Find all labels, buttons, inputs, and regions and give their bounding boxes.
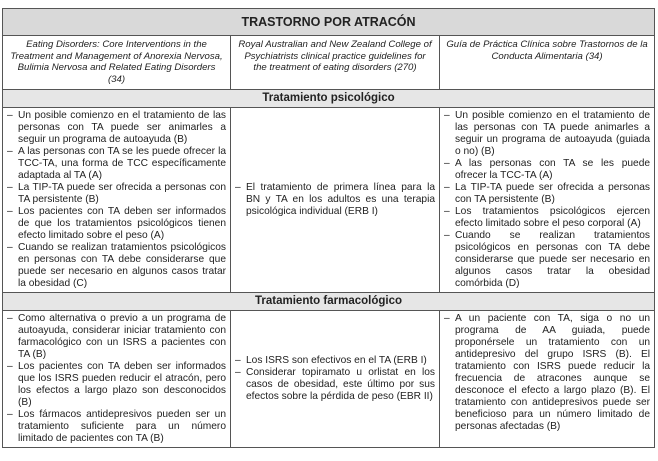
list-item: – Los ISRS son efectivos en el TA (ERB I) <box>235 355 435 367</box>
list-item: – Un posible comienzo en el tratamiento de las personas con TA puede ser animarles a seguir un programa de autoayuda (B) <box>7 110 226 146</box>
list-item: – A las personas con TA se les puede ofrecer la TCC-TA (A) <box>444 158 650 182</box>
psych-col-gpc <box>440 108 655 293</box>
section-heading: Tratamiento farmacológico <box>3 293 655 311</box>
sources-row <box>3 36 655 90</box>
section-psychological-header <box>3 90 655 108</box>
list-item: – Cuando se realizan tratamientos psicológicos en personas con TA debe considerarse que puede ser necesario en algunos casos tratar la obesidad (C) <box>7 242 226 290</box>
section-psychological-row <box>3 108 655 293</box>
psych-col-nice <box>3 108 231 293</box>
list-item: – Considerar topiramato u orlistat en los casos de obesidad, este último por sus efectos sobre la pérdida de peso (EBR II) <box>235 367 435 403</box>
list-item: – Los pacientes con TA deben ser informados de que los tratamientos psicológicos tienen efecto limitado sobre el peso (A) <box>7 206 226 242</box>
source-nice: Eating Disorders: Core Interventions in the Treatment and Management of Anorexia Nervosa, Bulimia Nervosa and Related Eating Disorders (34) <box>3 36 231 90</box>
pharm-col-ranzcp <box>231 311 440 448</box>
table-title-row <box>3 9 655 36</box>
list-item: – La TIP-TA puede ser ofrecida a personas con TA persistente (B) <box>444 182 650 206</box>
list-item: – A las personas con TA se les puede ofrecer la TCC-TA, una forma de TCC específicamente adaptada al TA (A) <box>7 146 226 182</box>
list-item: – Los fármacos antidepresivos pueden ser un tratamiento suficiente para un número limitado de pacientes con TA (B) <box>7 409 226 445</box>
guidelines-table <box>2 8 655 448</box>
section-pharmacological-header <box>3 293 655 311</box>
list-item: – Como alternativa o previo a un programa de autoayuda, considerar iniciar tratamiento con farmacológico con un ISRS a pacientes con TA (B) <box>7 313 226 361</box>
psych-col-ranzcp <box>231 108 440 293</box>
section-pharmacological-row <box>3 311 655 448</box>
pharm-col-nice <box>3 311 231 448</box>
list-item: – El tratamiento de primera línea para la BN y TA en los adultos es una terapia psicológica individual (ERB I) <box>235 182 435 218</box>
list-item: – A un paciente con TA, siga o no un programa de AA guiada, puede proponérsele un tratamiento con un antidepresivo del grupo ISRS (B). El tratamiento con ISRS puede reducir la frecuencia de atracones aunque se desconoce el efecto a largo plazo (B). El tratamiento con antidepresivos puede ser beneficioso para un número limitado de personas afectadas (B) <box>444 313 650 433</box>
list-item: – Los tratamientos psicológicos ejercen efecto limitado sobre el peso corporal (A) <box>444 206 650 230</box>
table-title: TRASTORNO POR ATRACÓN <box>3 9 655 36</box>
list-item: – Cuando se realizan tratamientos psicológicos en personas con TA debe considerarse que puede ser necesario en algunos casos tratar la obesidad comórbida (D) <box>444 230 650 290</box>
list-item: – La TIP-TA puede ser ofrecida a personas con TA persistente (B) <box>7 182 226 206</box>
pharm-col-gpc <box>440 311 655 448</box>
source-ranzcp: Royal Australian and New Zealand College of Psychiatrists clinical practice guidelines for the treatment of eating disorders (270) <box>231 36 440 90</box>
list-item: – Un posible comienzo en el tratamiento de las personas con TA puede animarles a seguir un programa de autoayuda (guiada o no) (B) <box>444 110 650 158</box>
source-gpc: Guía de Práctica Clínica sobre Trastornos de la Conducta Alimentaria (34) <box>440 36 655 90</box>
list-item: – Los pacientes con TA deben ser informados que los ISRS pueden reducir el atracón, pero los efectos a largo plazo son desconocidos (B) <box>7 361 226 409</box>
section-heading: Tratamiento psicológico <box>3 90 655 108</box>
